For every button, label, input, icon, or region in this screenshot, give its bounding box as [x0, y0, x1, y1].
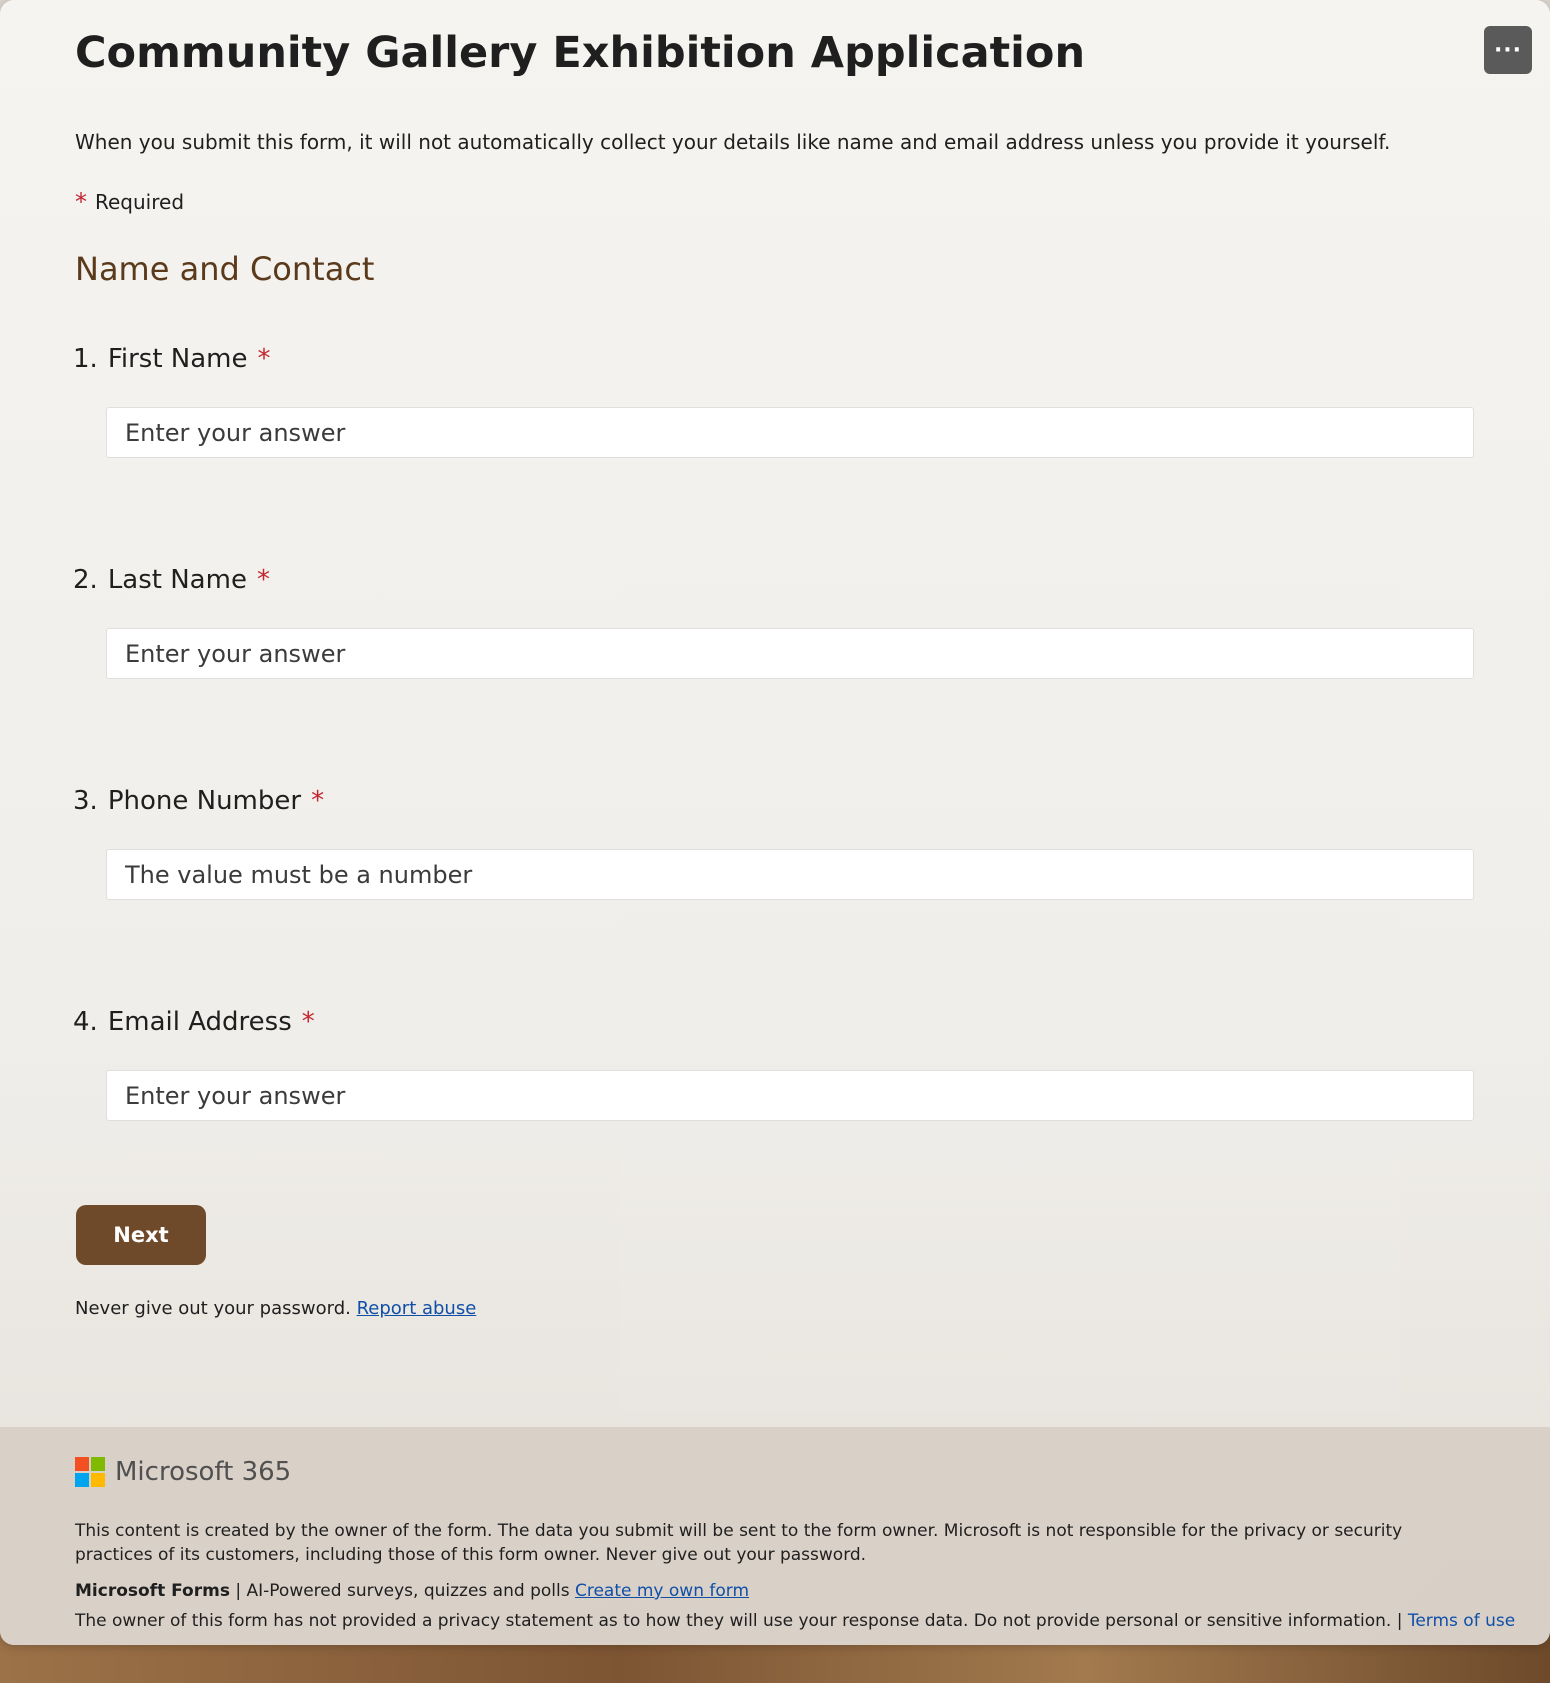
privacy-statement-text: The owner of this form has not provided a privacy statement as to how they will use your response data. Do not provide personal or sensitive information.: [75, 1611, 1392, 1631]
question-number: 4.: [73, 1007, 98, 1037]
question-number: 3.: [73, 786, 98, 816]
question-email-address: [73, 1007, 315, 1037]
password-warning: [75, 1298, 476, 1319]
phone-number-input[interactable]: [106, 849, 1474, 900]
report-abuse-link[interactable]: Report abuse: [356, 1298, 477, 1319]
question-phone-number: [73, 786, 324, 816]
more-options-button[interactable]: [1484, 26, 1532, 74]
footer-disclaimer: This content is created by the owner of the form. The data you submit will be sent to the form owner. Microsoft is not responsible for the privacy or security practices of its customers, including those of this form owner. Never give out your password.: [75, 1521, 1403, 1565]
footer: [0, 1427, 1550, 1645]
password-note-text: Never give out your password.: [75, 1298, 351, 1319]
separator: |: [1396, 1611, 1403, 1631]
next-button[interactable]: Next: [76, 1205, 206, 1265]
question-label: Phone Number: [107, 786, 302, 816]
microsoft-forms-brand: Microsoft Forms: [75, 1581, 230, 1601]
logo-square-yellow: [91, 1473, 105, 1487]
required-asterisk: *: [256, 565, 270, 595]
separator: |: [235, 1581, 242, 1601]
question-first-name: [73, 344, 271, 374]
question-label: Email Address: [107, 1007, 292, 1037]
question-last-name: [73, 565, 270, 595]
required-asterisk: *: [75, 188, 87, 216]
footer-forms-line: [75, 1579, 1475, 1603]
ellipsis-icon: ···: [1493, 37, 1523, 63]
form-title: Community Gallery Exhibition Application: [75, 28, 1086, 78]
footer-privacy-line: [75, 1609, 1535, 1633]
last-name-input[interactable]: [106, 628, 1474, 679]
terms-of-use-link[interactable]: Terms of use: [1407, 1611, 1516, 1631]
microsoft-logo-icon: [75, 1457, 105, 1487]
logo-square-red: [75, 1457, 89, 1471]
first-name-input[interactable]: [106, 407, 1474, 458]
question-number: 2.: [73, 565, 98, 595]
privacy-notice: When you submit this form, it will not automatically collect your details like name and email address unless you provide it yourself.: [75, 130, 1391, 154]
email-address-input[interactable]: [106, 1070, 1474, 1121]
section-title: Name and Contact: [75, 250, 375, 288]
required-label: Required: [95, 190, 185, 214]
microsoft-365-text: Microsoft 365: [115, 1457, 292, 1487]
required-asterisk: *: [301, 1007, 315, 1037]
required-asterisk: *: [257, 344, 271, 374]
microsoft-365-logo: [75, 1457, 291, 1487]
logo-square-blue: [75, 1473, 89, 1487]
required-asterisk: *: [311, 786, 325, 816]
forms-tagline: AI-Powered surveys, quizzes and polls: [246, 1581, 570, 1601]
question-number: 1.: [73, 344, 98, 374]
question-label: First Name: [107, 344, 248, 374]
question-label: Last Name: [107, 565, 247, 595]
logo-square-green: [91, 1457, 105, 1471]
create-form-link[interactable]: Create my own form: [574, 1581, 750, 1601]
required-legend: [75, 188, 184, 216]
